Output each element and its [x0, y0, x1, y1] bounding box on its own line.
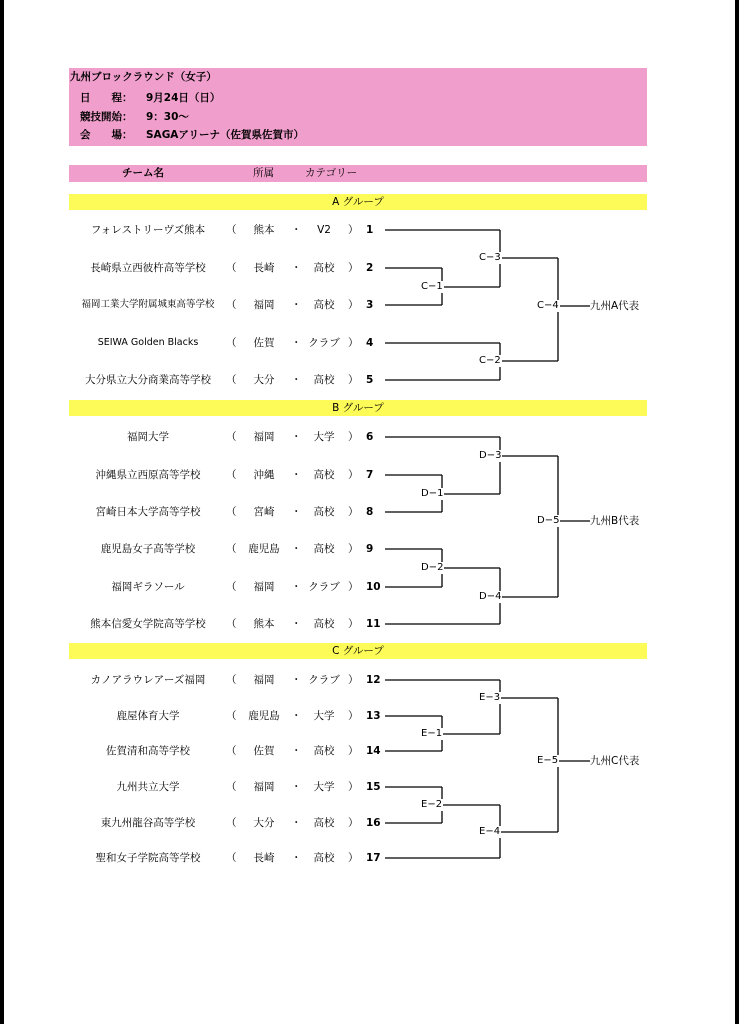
separator-dot: ・	[291, 469, 302, 481]
team-name: 福岡工業大学附属城東高等学校	[81, 299, 215, 310]
match-label-d5: D−5	[537, 515, 560, 526]
open-paren: （	[226, 745, 237, 757]
team-category: 高校	[313, 852, 335, 864]
open-paren: （	[226, 337, 237, 349]
team-number: 5	[366, 374, 374, 386]
close-paren: ）	[348, 299, 359, 311]
close-paren: ）	[348, 469, 359, 481]
separator-dot: ・	[291, 543, 302, 555]
team-name: SEIWA Golden Blacks	[97, 337, 199, 348]
team-name: 東九州龍谷高等学校	[100, 817, 196, 829]
team-number: 15	[366, 781, 381, 793]
open-paren: （	[226, 781, 237, 793]
team-number: 11	[366, 618, 381, 630]
open-paren: （	[226, 852, 237, 864]
match-label-e2: E−2	[421, 799, 443, 810]
team-category: V2	[317, 224, 331, 236]
close-paren: ）	[348, 543, 359, 555]
match-label-e4: E−4	[479, 826, 501, 837]
team-prefecture: 鹿児島	[248, 710, 280, 722]
team-number: 7	[366, 469, 374, 481]
close-paren: ）	[348, 618, 359, 630]
separator-dot: ・	[291, 745, 302, 757]
match-label-c4: C−4	[537, 300, 559, 311]
date-label: 日 程：	[80, 92, 133, 104]
match-label-d2: D−2	[421, 562, 444, 573]
group-c-label: C グループ	[332, 645, 384, 657]
team-prefecture: 佐賀	[253, 745, 275, 757]
venue-label: 会 場：	[80, 129, 133, 141]
team-category: 高校	[313, 817, 335, 829]
close-paren: ）	[348, 506, 359, 518]
team-prefecture: 鹿児島	[248, 543, 280, 555]
close-paren: ）	[348, 745, 359, 757]
team-number: 2	[366, 262, 374, 274]
team-number: 6	[366, 431, 374, 443]
match-label-d3: D−3	[479, 450, 502, 461]
team-name: 鹿児島女子高等学校	[100, 543, 196, 555]
team-prefecture: 長崎	[253, 262, 275, 274]
team-prefecture: 福岡	[253, 781, 275, 793]
close-paren: ）	[348, 817, 359, 829]
team-category: 高校	[313, 618, 335, 630]
team-number: 16	[366, 817, 381, 829]
team-prefecture: 大分	[253, 817, 275, 829]
separator-dot: ・	[291, 710, 302, 722]
team-number: 13	[366, 710, 381, 722]
open-paren: （	[226, 224, 237, 236]
team-category: クラブ	[308, 581, 340, 593]
team-number: 8	[366, 506, 374, 518]
match-label-d1: D−1	[421, 488, 444, 499]
start-label: 競技開始：	[80, 111, 133, 123]
team-number: 12	[366, 674, 381, 686]
team-prefecture: 長崎	[253, 852, 275, 864]
team-number: 4	[366, 337, 374, 349]
team-name: カノアラウレアーズ福岡	[90, 674, 206, 686]
team-prefecture: 福岡	[253, 581, 275, 593]
team-category: 大学	[313, 710, 335, 722]
match-label-e1: E−1	[421, 728, 443, 739]
team-name: 聖和女子学院高等学校	[95, 852, 201, 864]
team-category: 高校	[313, 506, 335, 518]
close-paren: ）	[348, 262, 359, 274]
team-name: 長崎県立西彼杵高等学校	[90, 262, 206, 274]
separator-dot: ・	[291, 581, 302, 593]
open-paren: （	[226, 817, 237, 829]
open-paren: （	[226, 710, 237, 722]
separator-dot: ・	[291, 817, 302, 829]
separator-dot: ・	[291, 852, 302, 864]
team-category: 高校	[313, 469, 335, 481]
team-name: 福岡大学	[127, 431, 169, 443]
team-prefecture: 大分	[253, 374, 275, 386]
separator-dot: ・	[291, 374, 302, 386]
close-paren: ）	[348, 674, 359, 686]
event-title: 九州ブロックラウンド（女子）	[70, 71, 217, 83]
column-affiliation: 所属	[253, 167, 274, 179]
team-category: 高校	[313, 299, 335, 311]
open-paren: （	[226, 469, 237, 481]
team-name: 福岡ギラソール	[111, 581, 185, 593]
match-label-d4: D−4	[479, 591, 502, 602]
separator-dot: ・	[291, 299, 302, 311]
group-b-label: B グループ	[332, 402, 384, 414]
close-paren: ）	[348, 710, 359, 722]
close-paren: ）	[348, 224, 359, 236]
team-name: 鹿屋体育大学	[116, 710, 180, 722]
close-paren: ）	[348, 374, 359, 386]
close-paren: ）	[348, 431, 359, 443]
column-category: カテゴリー	[305, 167, 358, 179]
separator-dot: ・	[291, 224, 302, 236]
result-group-a: 九州A代表	[590, 300, 640, 312]
match-label-c1: C−1	[421, 281, 443, 292]
open-paren: （	[226, 262, 237, 274]
close-paren: ）	[348, 581, 359, 593]
match-label-e5: E−5	[537, 755, 559, 766]
close-paren: ）	[348, 781, 359, 793]
team-name: 大分県立大分商業高等学校	[85, 374, 211, 386]
team-name: 佐賀清和高等学校	[106, 745, 190, 757]
team-prefecture: 宮崎	[253, 506, 275, 518]
separator-dot: ・	[291, 337, 302, 349]
separator-dot: ・	[291, 674, 302, 686]
team-prefecture: 福岡	[253, 299, 275, 311]
open-paren: （	[226, 543, 237, 555]
team-category: 高校	[313, 262, 335, 274]
team-category: 高校	[313, 745, 335, 757]
team-number: 17	[366, 852, 381, 864]
separator-dot: ・	[291, 618, 302, 630]
venue-value: SAGAアリーナ（佐賀県佐賀市）	[146, 129, 305, 141]
match-label-e3: E−3	[479, 692, 501, 703]
result-group-b: 九州B代表	[590, 515, 640, 527]
open-paren: （	[226, 674, 237, 686]
match-label-c3: C−3	[479, 252, 501, 263]
open-paren: （	[226, 506, 237, 518]
team-category: 大学	[313, 431, 335, 443]
team-category: 高校	[313, 543, 335, 555]
open-paren: （	[226, 299, 237, 311]
team-name: 九州共立大学	[116, 781, 180, 793]
open-paren: （	[226, 431, 237, 443]
team-category: 大学	[313, 781, 335, 793]
team-prefecture: 沖縄	[253, 469, 275, 481]
team-number: 1	[366, 224, 374, 236]
group-a-label: A グループ	[332, 196, 384, 208]
team-prefecture: 熊本	[253, 224, 275, 236]
team-name: 沖縄県立西原高等学校	[95, 469, 201, 481]
start-value: 9：30～	[146, 111, 189, 123]
team-category: クラブ	[308, 337, 340, 349]
date-value: 9月24日（日）	[146, 92, 221, 104]
team-number: 9	[366, 543, 374, 555]
team-name: フォレストリーヴズ熊本	[90, 224, 206, 236]
team-category: 高校	[313, 374, 335, 386]
separator-dot: ・	[291, 262, 302, 274]
separator-dot: ・	[291, 506, 302, 518]
team-prefecture: 佐賀	[253, 337, 275, 349]
team-number: 3	[366, 299, 374, 311]
close-paren: ）	[348, 852, 359, 864]
team-prefecture: 福岡	[253, 431, 275, 443]
match-label-c2: C−2	[479, 355, 501, 366]
team-prefecture: 熊本	[253, 618, 275, 630]
team-number: 14	[366, 745, 381, 757]
team-prefecture: 福岡	[253, 674, 275, 686]
team-category: クラブ	[308, 674, 340, 686]
open-paren: （	[226, 581, 237, 593]
result-group-c: 九州C代表	[590, 755, 640, 767]
team-name: 熊本信愛女学院高等学校	[90, 618, 206, 630]
team-name: 宮崎日本大学高等学校	[95, 506, 201, 518]
close-paren: ）	[348, 337, 359, 349]
column-team: チーム名	[122, 167, 164, 179]
separator-dot: ・	[291, 781, 302, 793]
separator-dot: ・	[291, 431, 302, 443]
open-paren: （	[226, 618, 237, 630]
open-paren: （	[226, 374, 237, 386]
team-number: 10	[366, 581, 381, 593]
